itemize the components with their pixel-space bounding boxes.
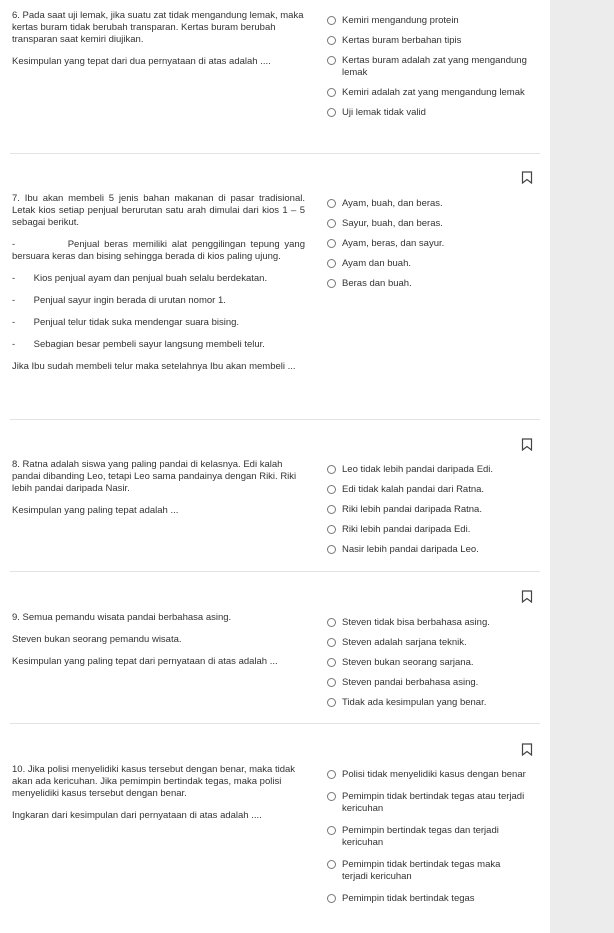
radio-button[interactable] (327, 239, 336, 248)
radio-button[interactable] (327, 505, 336, 514)
answer-option[interactable]: Pemimpin tidak bertindak tegas atau terjadi kericuhan (327, 791, 527, 815)
radio-button[interactable] (327, 465, 336, 474)
answer-option[interactable]: Sayur, buah, dan beras. (327, 218, 527, 230)
radio-button[interactable] (327, 16, 336, 25)
radio-button[interactable] (327, 638, 336, 647)
radio-button[interactable] (327, 678, 336, 687)
question-text: Jika Ibu sudah membeli telur maka setelahnya Ibu akan membeli ... (12, 361, 296, 372)
question-text: 7. Ibu akan membeli 5 jenis bahan makanan di pasar tradisional. Letak kios setiap penjual berurutan satu arah dimulai dari kios 1 – 5 sebagai berikut. (12, 193, 305, 228)
question-text: - Sebagian besar pembeli sayur langsung membeli telur. (12, 339, 265, 350)
answer-option[interactable]: Kertas buram berbahan tipis (327, 35, 527, 47)
radio-button[interactable] (327, 219, 336, 228)
question-10-options (327, 769, 527, 905)
question-text: Steven bukan seorang pemandu wisata. (12, 634, 182, 645)
question-text: - Penjual telur tidak suka mendengar suara bising. (12, 317, 240, 328)
question-9-options (327, 617, 527, 709)
radio-button[interactable] (327, 88, 336, 97)
answer-option[interactable]: Ayam dan buah. (327, 258, 527, 270)
question-6-options (327, 15, 527, 119)
answer-option[interactable]: Steven bukan seorang sarjana. (327, 657, 527, 669)
answer-option[interactable]: Leo tidak lebih pandai daripada Edi. (327, 464, 527, 476)
answer-option[interactable]: Riki lebih pandai daripada Edi. (327, 524, 527, 536)
radio-button[interactable] (327, 770, 336, 779)
side-panel (550, 0, 614, 933)
radio-button[interactable] (327, 618, 336, 627)
answer-option[interactable]: Riki lebih pandai daripada Ratna. (327, 504, 527, 516)
radio-button[interactable] (327, 894, 336, 903)
divider (10, 571, 540, 572)
chevron-down-icon (520, 0, 532, 2)
question-text: 10. Jika polisi menyelidiki kasus tersebut dengan benar, maka tidak akan ada kericuhan. Jika pemimpin bertindak tegas, maka polisi menyelidiki kasus tersebut dengan benar. (12, 764, 296, 799)
radio-button[interactable] (327, 485, 336, 494)
radio-button[interactable] (327, 698, 336, 707)
question-text: 8. Ratna adalah siswa yang paling pandai di kelasnya. Edi kalah pandai dibanding Leo, tetapi Leo sama pandainya dengan Riki. Riki lebih pandai daripada Nasir. (12, 459, 297, 494)
divider (10, 723, 540, 724)
radio-button[interactable] (327, 545, 336, 554)
radio-button[interactable] (327, 860, 336, 869)
radio-button[interactable] (327, 826, 336, 835)
answer-option[interactable]: Polisi tidak menyelidiki kasus dengan benar (327, 769, 527, 781)
question-text: - Kios penjual ayam dan penjual buah selalu berdekatan. (12, 273, 268, 284)
question-text: 6. Pada saat uji lemak, jika suatu zat tidak mengandung lemak, maka kertas buram tidak berubah transparan. Kertas buram berubah transparan saat kemiri diujikan. (12, 10, 304, 45)
answer-option[interactable]: Edi tidak kalah pandai dari Ratna. (327, 484, 527, 496)
answer-option[interactable]: Tidak ada kesimpulan yang benar. (327, 697, 527, 709)
radio-button[interactable] (327, 259, 336, 268)
bookmark-icon[interactable] (521, 438, 533, 451)
answer-option[interactable]: Kemiri mengandung protein (327, 15, 527, 27)
answer-option[interactable]: Beras dan buah. (327, 278, 527, 290)
question-7-options (327, 198, 527, 290)
question-text: Kesimpulan yang paling tepat adalah ... (12, 505, 179, 516)
answer-option[interactable]: Pemimpin tidak bertindak tegas maka terjadi kericuhan (327, 859, 527, 883)
bookmark-icon[interactable] (521, 743, 533, 756)
answer-option[interactable]: Kemiri adalah zat yang mengandung lemak (327, 87, 527, 99)
radio-button[interactable] (327, 525, 336, 534)
answer-option[interactable]: Ayam, buah, dan beras. (327, 198, 527, 210)
answer-option[interactable]: Uji lemak tidak valid (327, 107, 527, 119)
bookmark-icon[interactable] (521, 171, 533, 184)
radio-button[interactable] (327, 658, 336, 667)
answer-option[interactable]: Pemimpin tidak bertindak tegas (327, 893, 527, 905)
radio-button[interactable] (327, 792, 336, 801)
radio-button[interactable] (327, 199, 336, 208)
question-10-stem (12, 764, 305, 832)
question-text: Kesimpulan yang paling tepat dari pernyataan di atas adalah ... (12, 656, 278, 667)
answer-option[interactable]: Kertas buram adalah zat yang mengandung lemak (327, 55, 527, 79)
answer-option[interactable]: Steven tidak bisa berbahasa asing. (327, 617, 527, 629)
question-text: Ingkaran dari kesimpulan dari pernyataan di atas adalah .... (12, 810, 262, 821)
question-8-options (327, 464, 527, 556)
question-7-stem (12, 193, 305, 383)
question-6-stem (12, 10, 305, 78)
answer-option[interactable]: Pemimpin bertindak tegas dan terjadi kericuhan (327, 825, 527, 849)
radio-button[interactable] (327, 56, 336, 65)
divider (10, 153, 540, 154)
question-9-stem (12, 612, 305, 678)
question-text: - Penjual sayur ingin berada di urutan nomor 1. (12, 295, 226, 306)
bookmark-icon[interactable] (521, 590, 533, 603)
radio-button[interactable] (327, 108, 336, 117)
divider (10, 419, 540, 420)
answer-option[interactable]: Ayam, beras, dan sayur. (327, 238, 527, 250)
answer-option[interactable]: Steven adalah sarjana teknik. (327, 637, 527, 649)
question-text: 9. Semua pemandu wisata pandai berbahasa asing. (12, 612, 232, 623)
question-text: Kesimpulan yang tepat dari dua pernyataan di atas adalah .... (12, 56, 271, 67)
radio-button[interactable] (327, 279, 336, 288)
answer-option[interactable]: Steven pandai berbahasa asing. (327, 677, 527, 689)
question-text: - Penjual beras memiliki alat penggilingan tepung yang bersuara keras dan bising sehingga berada di kios paling ujung. (12, 239, 305, 262)
radio-button[interactable] (327, 36, 336, 45)
answer-option[interactable]: Nasir lebih pandai daripada Leo. (327, 544, 527, 556)
question-8-stem (12, 459, 305, 527)
